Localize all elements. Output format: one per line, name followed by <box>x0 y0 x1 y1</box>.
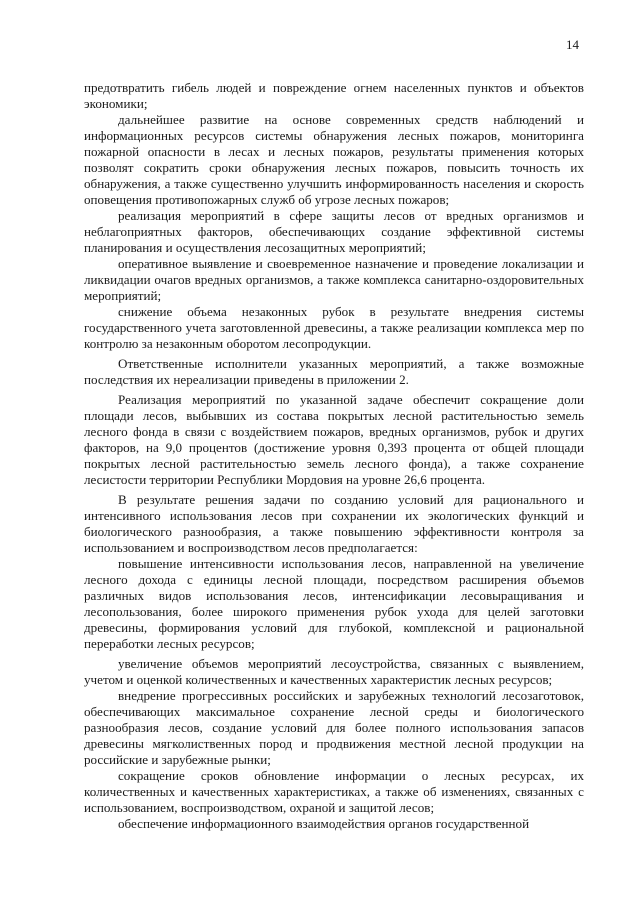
paragraph: повышение интенсивности использования лесов, направленной на увеличение лесного дохода с единицы лесной площади, посредством расширения объемов различных видов использования лесов, интенсификации лесовыращивания и лесопользования, более широкого применения рубок ухода для целей заготовки древесины, формирования условий для глубокой, комплексной и рациональной переработки лесных ресурсов; <box>84 556 584 651</box>
paragraph: реализация мероприятий в сфере защиты лесов от вредных организмов и неблагоприятных факторов, обеспечивающих создание эффективной системы планирования и осуществления лесозащитных мероприятий; <box>84 208 584 255</box>
paragraph: сокращение сроков обновление информации о лесных ресурсах, их количественных и качественных характеристиках, а также об изменениях, связанных с использованием, воспроизводством, охраной и защитой лесов; <box>84 768 584 815</box>
document-body <box>84 80 584 832</box>
paragraph: снижение объема незаконных рубок в результате внедрения системы государственного учета заготовленной древесины, а также реализации комплекса мер по контролю за незаконным оборотом лесопродукции. <box>84 304 584 351</box>
page-number: 14 <box>566 37 579 52</box>
paragraph: дальнейшее развитие на основе современных средств наблюдений и информационных ресурсов системы обнаружения лесных пожаров, мониторинга пожарной опасности в лесах и лесных пожаров, результаты применения которых позволят сократить сроки обнаружения лесных пожаров, повысить точность их обнаружения, а также существенно улучшить информированность населения и скорость оповещения противопожарных служб об угрозе лесных пожаров; <box>84 112 584 207</box>
paragraph: В результате решения задачи по созданию условий для рационального и интенсивного использования лесов при сохранении их экологических функций и биологического разнообразия, а также повышению эффективности контроля за использованием и воспроизводством лесов предполагается: <box>84 492 584 555</box>
paragraph: Ответственные исполнители указанных мероприятий, а также возможные последствия их нереализации приведены в приложении 2. <box>84 356 584 387</box>
paragraph: обеспечение информационного взаимодействия органов государственной <box>118 816 530 831</box>
paragraph: Реализация мероприятий по указанной задаче обеспечит сокращение доли площади лесов, выбывших из состава покрытых лесной растительностью земель лесного фонда в связи с воздействием пожаров, вредных организмов, рубок и других факторов, на 9,0 процентов (достижение уровня 0,393 процента от общей площади покрытых лесной растительностью земель лесного фонда), а также сохранение лесистости территории Республики Мордовия на уровне 26,6 процента. <box>84 392 584 487</box>
paragraph: внедрение прогрессивных российских и зарубежных технологий лесозаготовок, обеспечивающих максимальное сохранение лесной среды и биологического разнообразия лесов, создание условий для более полного использования запасов древесины мягколиственных пород и продвижения местной лесной продукции на российские и зарубежные рынки; <box>84 688 584 767</box>
paragraph: предотвратить гибель людей и повреждение огнем населенных пунктов и объектов экономики; <box>84 80 584 111</box>
paragraph: оперативное выявление и своевременное назначение и проведение локализации и ликвидации очагов вредных организмов, а также комплекса санитарно-оздоровительных мероприятий; <box>84 256 584 303</box>
paragraph: увеличение объемов мероприятий лесоустройства, связанных с выявлением, учетом и оценкой количественных и качественных характеристик лесных ресурсов; <box>84 656 584 687</box>
